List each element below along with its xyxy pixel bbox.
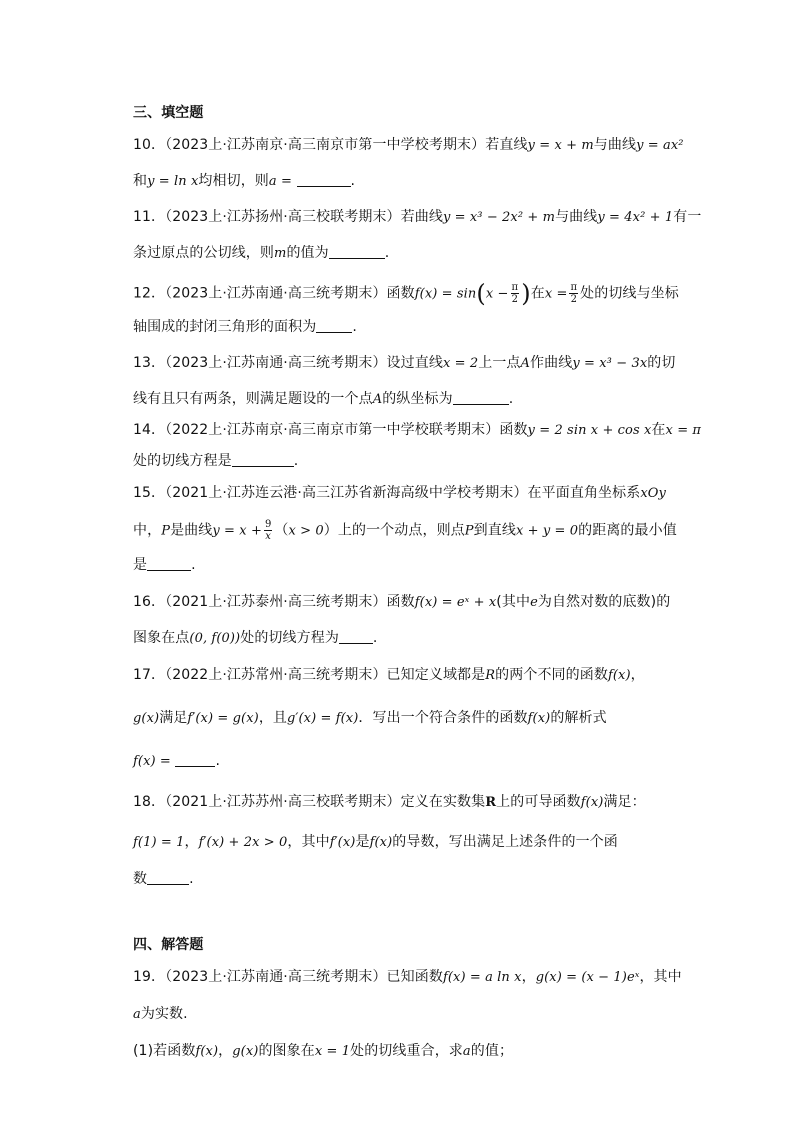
q14-function: y = 2 sin x + cos x <box>527 423 652 438</box>
q11-curve-2: y = 4x² + 1 <box>597 210 674 225</box>
q17-eq-2: g′(x) = f(x) <box>287 711 359 726</box>
q15-text: 的距离的最小值 <box>578 522 677 539</box>
q10-text: 和 <box>133 173 148 189</box>
q15-p: P <box>161 523 171 539</box>
q11-text: 与曲线 <box>555 209 598 225</box>
pi-over-2-fraction <box>569 282 578 305</box>
answer-blank[interactable] <box>329 245 385 259</box>
q11-text: . <box>384 245 390 261</box>
q12-arg: x − <box>485 286 509 302</box>
q15-text: 是 <box>133 557 148 573</box>
question-15-line-1 <box>133 484 666 503</box>
question-17-line-1 <box>133 666 663 685</box>
q13-text: 的切 <box>647 355 676 371</box>
q18-r: R <box>485 795 497 810</box>
q16-point: (0, f(0)) <box>189 631 241 646</box>
q14-text: . <box>293 453 299 469</box>
q16-function: f(x) = eˣ + x <box>414 595 497 610</box>
q16-e: e <box>530 595 538 610</box>
q10-text: 与曲线 <box>593 137 637 153</box>
q10-text: 均相切，则 <box>198 173 269 189</box>
q17-text: ，且 <box>258 710 288 726</box>
q19-fx: f(x) <box>195 1044 219 1059</box>
q18-text: 上的可导函数 <box>496 794 581 810</box>
question-16-line-1 <box>133 593 671 612</box>
question-17-line-3 <box>133 752 663 771</box>
q12-x: x = <box>544 286 568 302</box>
q18-text: 的导数，写出满足上述条件的一个函 <box>392 834 618 850</box>
q18-text: 是 <box>355 834 370 850</box>
question-16-line-2 <box>133 629 663 648</box>
q11-m: m <box>274 246 287 261</box>
q10-ln-eq: y = ln x <box>147 174 199 189</box>
question-19-line-1 <box>133 968 682 987</box>
q19-text: ， <box>521 969 536 985</box>
question-12-line-1 <box>133 279 679 308</box>
question-14-line-1 <box>133 421 702 440</box>
q16-text: 图象在点 <box>133 630 190 646</box>
q19-text: 为实数. <box>140 1006 188 1022</box>
q18-fx: f(x) <box>580 795 604 810</box>
q16-text: . <box>372 630 378 646</box>
paren-open: ( <box>476 279 486 308</box>
section-heading-solve: 四、解答题 <box>133 937 204 953</box>
question-11-line-2 <box>133 244 663 263</box>
q17-text: ， <box>630 667 645 683</box>
q10-curve-eq: y = ax² <box>636 138 684 153</box>
q15-xoy: xOy <box>640 486 666 501</box>
fraction-denominator: x <box>265 531 272 542</box>
answer-blank[interactable] <box>147 557 191 571</box>
question-10-line-1 <box>133 136 684 155</box>
q11-curve-1: y = x³ − 2x² + m <box>442 210 556 225</box>
q17-r: R <box>485 668 496 683</box>
q13-text: 13．（2023上·江苏南通·高三统考期末）设过直线 <box>133 355 443 371</box>
question-17-line-2 <box>133 709 663 728</box>
q18-text: 数 <box>133 871 148 887</box>
question-13-line-1 <box>133 354 676 373</box>
q11-text: 有一 <box>673 209 702 225</box>
q15-curve: y = x + <box>212 523 262 539</box>
answer-blank[interactable] <box>453 391 509 405</box>
q15-text: 到直线 <box>473 522 516 539</box>
q14-text: 14．（2022上·江苏南京·高三南京市第一中学校联考期末）函数 <box>133 422 528 438</box>
q11-text: 的值为 <box>286 245 329 261</box>
q13-text: 的纵坐标为 <box>382 391 453 407</box>
answer-blank[interactable] <box>297 173 351 187</box>
q15-text: ）上的一个动点，则点 <box>323 522 465 539</box>
q16-text: 处的切线方程为 <box>240 630 339 646</box>
q19-a: a <box>462 1044 471 1059</box>
q15-text: 是曲线 <box>170 522 213 539</box>
q14-x: x = π <box>665 423 702 438</box>
q10-text: 10．（2023上·江苏南京·高三南京市第一中学校考期末）若直线 <box>133 137 528 153</box>
fraction-denominator: 2 <box>570 294 578 305</box>
q15-text: 15．（2021上·江苏连云港·高三江苏省新海高级中学校考期末）在平面直角坐标系 <box>133 485 641 501</box>
q18-cond-2: f′(x) + 2x > 0 <box>198 835 288 850</box>
q19-text: ， <box>218 1043 233 1059</box>
fraction-numerator: 9 <box>264 519 272 530</box>
q19-text: 的值； <box>470 1043 514 1059</box>
q13-text: . <box>508 391 514 407</box>
q15-line: x + y = 0 <box>515 523 579 539</box>
question-12-line-2 <box>133 318 663 336</box>
q15-text: 中， <box>133 522 162 539</box>
q18-f-prime: f′(x) <box>329 835 356 850</box>
q13-curve: y = x³ − 3x <box>572 356 648 371</box>
q19-gx: g(x) <box>232 1044 259 1059</box>
paren-close: ) <box>521 279 531 308</box>
q16-text: 为自然对数的底数)的 <box>537 594 671 610</box>
q10-a: a = <box>268 174 292 189</box>
q11-text: 11．（2023上·江苏扬州·高三校联考期末）若曲线 <box>133 209 443 225</box>
q17-text: 的解析式 <box>550 710 607 726</box>
question-15-line-2 <box>133 519 677 542</box>
question-19-line-2 <box>133 1005 663 1024</box>
q12-text: 12．（2023上·江苏南通·高三统考期末）函数 <box>133 285 415 302</box>
section-heading-fill-in: 三、填空题 <box>133 105 204 121</box>
q15-text: （ <box>274 522 289 539</box>
fraction-denominator: 2 <box>511 294 519 305</box>
q13-text: 上一点 <box>478 355 521 371</box>
q10-line-eq: y = x + m <box>527 138 594 153</box>
q17-f-equals: f(x) = <box>133 754 171 769</box>
q17-eq-1: f′(x) = g(x) <box>187 711 259 726</box>
q12-text: 在 <box>530 285 545 302</box>
question-14-line-2 <box>133 452 663 470</box>
q16-text: 16．（2021上·江苏泰州·高三统考期末）函数 <box>133 594 415 610</box>
q13-point-a: A <box>372 392 383 407</box>
q17-text: . <box>215 753 221 769</box>
nine-over-x-fraction <box>264 519 272 542</box>
q18-text: ， <box>184 834 199 850</box>
q12-text: . <box>352 319 357 335</box>
fraction-numerator: π <box>511 282 519 293</box>
q17-text: ．写出一个符合条件的函数 <box>358 710 528 726</box>
answer-blank[interactable] <box>339 630 373 644</box>
fraction-numerator: π <box>570 282 578 293</box>
q10-text: . <box>350 173 356 189</box>
answer-blank[interactable] <box>175 753 215 767</box>
q16-text: (其中 <box>496 594 531 610</box>
q18-fx: f(x) <box>369 835 393 850</box>
q17-text: 的两个不同的函数 <box>495 667 608 683</box>
q13-text: 线有且只有两条，则满足题设的一个点 <box>133 391 373 407</box>
q14-text: 处的切线方程是 <box>133 453 232 469</box>
q13-line: x = 2 <box>442 356 479 371</box>
q17-text: 满足 <box>159 710 188 726</box>
q19-text: 处的切线重合，求 <box>350 1043 463 1059</box>
q18-text: ，其中 <box>287 834 330 850</box>
q17-fx: f(x) <box>527 711 551 726</box>
q18-text: . <box>189 871 194 887</box>
q13-text: 作曲线 <box>530 355 573 371</box>
q12-function: f(x) = sin <box>414 286 477 302</box>
q12-text: 处的切线与坐标 <box>580 285 679 302</box>
question-10-line-2 <box>133 172 663 191</box>
q19-text: (1)若函数 <box>133 1043 196 1059</box>
q19-f: f(x) = a ln x <box>442 970 522 985</box>
q19-g: g(x) = (x − 1)eˣ <box>535 970 640 985</box>
question-18-line-1 <box>133 793 663 812</box>
question-18-line-2 <box>133 833 663 852</box>
answer-blank[interactable] <box>232 453 294 467</box>
q17-gx: g(x) <box>133 711 160 726</box>
q19-text: ，其中 <box>639 969 682 985</box>
q19-text: 的图象在 <box>258 1043 315 1059</box>
q12-text: 轴围成的封闭三角形的面积为 <box>133 319 317 335</box>
q15-p: P <box>464 523 474 539</box>
q19-text: 19．（2023上·江苏南通·高三统考期末）已知函数 <box>133 969 443 985</box>
question-11-line-1 <box>133 208 702 227</box>
q14-text: 在 <box>651 422 666 438</box>
q17-fx: f(x) <box>607 668 631 683</box>
q17-text: 17．（2022上·江苏常州·高三统考期末）已知定义域都是 <box>133 667 486 683</box>
q15-condition: x > 0 <box>288 523 324 539</box>
question-13-line-2 <box>133 390 663 409</box>
answer-blank[interactable] <box>316 319 352 333</box>
question-19-line-3 <box>133 1042 663 1061</box>
q18-text: 满足： <box>603 794 646 810</box>
q18-text: 18．（2021上·江苏苏州·高三校联考期末）定义在实数集 <box>133 794 486 810</box>
pi-over-2-fraction <box>511 282 520 305</box>
q19-x1: x = 1 <box>314 1044 351 1059</box>
q18-cond-1: f(1) = 1 <box>133 835 185 850</box>
question-18-line-3 <box>133 870 663 888</box>
answer-blank[interactable] <box>147 871 189 885</box>
question-15-line-3 <box>133 556 663 574</box>
q19-a: a <box>133 1007 141 1022</box>
q13-point-a: A <box>520 356 531 371</box>
q11-text: 条过原点的公切线，则 <box>133 245 274 261</box>
q15-text: . <box>191 557 196 573</box>
